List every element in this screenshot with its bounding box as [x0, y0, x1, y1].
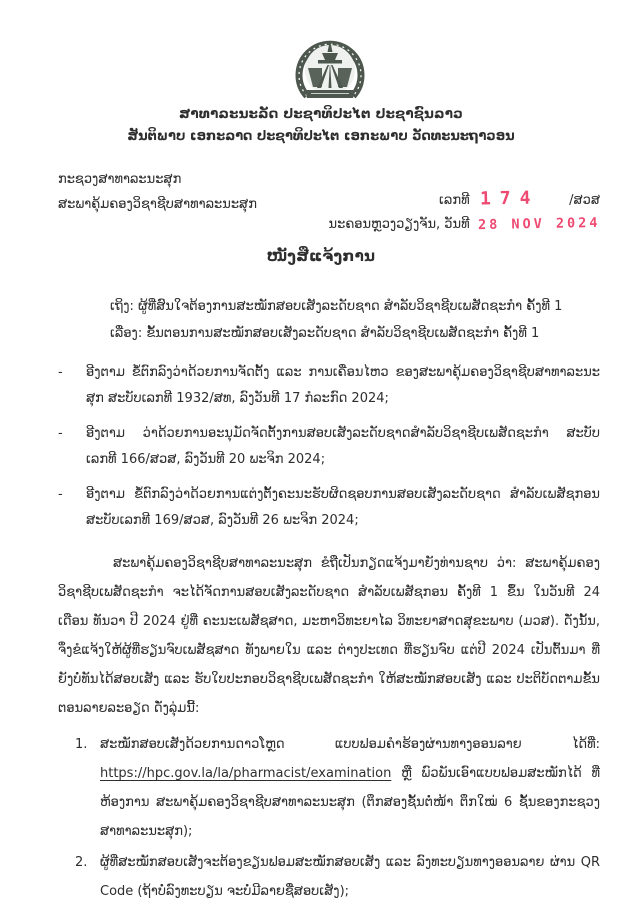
legal-reference-item: [58, 482, 600, 534]
dash-bullet: -: [58, 487, 63, 502]
subject-line: [110, 320, 600, 347]
announcement-paragraph: ສະພາຄຸ້ມຄອງວິຊາຊີບສາທາລະນະສຸກ ຂໍຖືເປັນກຽດແຈ້ງມາຍັງທ່ານຊາບ ວ່າ: ສະພາຄຸ້ມຄອງວິຊາຊີບເພສັດຊະກຳ ຈະໄດ້ຈັດການສອບເສັງລະດັບຊາດ ສຳລັບເພສັຊກອນ ຄັ້ງທີ 1 ຂຶ້ນ ໃນວັນທີ 24 ເດືອນ ທັນວາ ປີ 2024 ຢູ່ທີ່ ຄະນະເພສັຊສາດ, ມະຫາວິທະຍາໄລ ວິທະຍາສາດສຸຂະພາບ (ມວສ). ດັ່ງນັ້ນ, ຈຶ່ງຂໍແຈ້ງໃຫ້ຜູ້ທີ່ຮຽນຈົບເພສັຊສາດ ທັງພາຍໃນ ແລະ ຕ່າງປະເທດ ທີ່ຮຽນຈົບ ແຕ່ປີ 2024 ເປັນຕົ້ນມາ ທີ່ຍັງບໍ່ທັນໄດ້ສອບເສັງ ແລະ ຮັບໃບປະກອບວິຊາຊີບເພສັດຊະກຳ ໃຫ້ສະໝັກສອບເສັງ ແລະ ປະຕິບັດຕາມຂັ້ນຕອນລາຍລະອຽດ ດັ່ງລຸ່ມນີ້:: [58, 556, 600, 716]
legal-reference-text: ອີງຕາມ ຂໍ້ຕົກລົງວ່າດ້ວຍການແຕ່ງຕັ້ງຄະນະຮັບຜິດຊອບການສອບເສັງລະດັບຊາດ ສຳລັບເພສັຊກອນ ສະບັບເລກທີ 169/ສວສ, ລົງວັນທີ 26 ພະຈິກ 2024;: [86, 487, 600, 528]
legal-reference-text: ອີງຕາມ ຂໍ້ຕົກລົງວ່າດ້ວຍການຈັດຕັ້ງ ແລະ ການເຄື່ອນໄຫວ ຂອງສະພາຄຸ້ມຄອງວິຊາຊີບສາທາລະນະສຸກ ສະບັບເລກທີ 1932/ສທ, ລົງວັນທີ 17 ກໍລະກົດ 2024;: [86, 365, 600, 406]
council-name: ສະພາຄຸ້ມຄອງວິຊາຊີບສາທາລະນະສຸກ: [58, 197, 257, 212]
legal-reference-text: ອີງຕາມ ວ່າດ້ວຍການອະນຸມັດຈັດຕັ້ງການສອບເສັງລະດັບຊາດສຳລັບວິຊາຊີບເພສັດຊະກຳ ສະບັບເລກທີ 166/ສວສ, ລົງວັນທີ 20 ພະຈິກ 2024;: [86, 426, 600, 467]
step-item-1: [58, 730, 600, 846]
step-text: ສະໝັກສອບເສັງດ້ວຍການດາວໂຫຼດ ແບບຟອມຄຳຮ້ອງຜ່ານທາງອອນລາຍ ໄດ້ທີ່: https://hpc.gov.la/la/pharmacist/examination ຫຼື ພົວພັນເອົາແບບຟອມສະໝັກໄດ້ ທີ່ ຫ້ອງການ ສະພາຄຸ້ມຄອງວິຊາຊີບສາທາລະນະສຸກ (ຕຶກສອງຊັ້ນຕໍ່ໜ້າ ຕຶກໃໝ່ 6 ຊັ້ນຂອງກະຊວງສາທາລະນະສຸກ);: [100, 737, 600, 839]
step-number: 2.: [75, 855, 88, 870]
legal-reference-item: [58, 360, 600, 412]
date-stamp: 28 NOV 2024: [477, 214, 601, 234]
ref-number-suffix: /ສວສ: [569, 193, 600, 208]
subject-text: ຂັ້ນຕອນການສະໝັກສອບເສັງລະດັບຊາດ ສຳລັບວິຊາຊີບເພສັດຊະກຳ ຄັ້ງທີ 1: [146, 326, 540, 341]
steps-list: [58, 730, 600, 906]
step-number: 1.: [75, 737, 88, 752]
step-item-2: [58, 848, 600, 906]
country-name: ສາທາລະນະລັດ ປະຊາທິປະໄຕ ປະຊາຊົນລາວ: [179, 106, 463, 122]
reference-block: [329, 188, 600, 232]
ref-number-label: ເລກທີ: [439, 193, 470, 208]
document-body: [58, 293, 600, 908]
addressee-block: [110, 293, 600, 347]
place-date-line: [329, 216, 600, 232]
ref-number-stamp: 174: [479, 187, 540, 210]
issuer-block: [58, 167, 257, 217]
place-date-label: ນະຄອນຫຼວງວຽງຈັນ, ວັນທີ: [328, 217, 470, 232]
legal-references-list: [58, 360, 600, 534]
lao-national-emblem-icon: [291, 32, 369, 106]
subject-label: ເລື່ອງ:: [110, 326, 143, 341]
ministry-name: ກະຊວງສາທາລະນະສຸກ: [58, 172, 182, 187]
reference-number-line: [329, 188, 600, 209]
to-label: ເຖິງ:: [110, 299, 134, 314]
to-text: ຜູ້ທີ່ສົນໃຈຕ້ອງການສະໝັກສອບເສັງລະດັບຊາດ ສຳລັບວິຊາຊີບເພສັດຊະກຳ ຄັ້ງທີ 1: [138, 299, 563, 314]
dash-bullet: -: [58, 426, 63, 441]
step-text: ຜູ້ທີ່ສະໝັກສອບເສັງຈະຕ້ອງຂຽນຟອມສະໝັກສອບເສັງ ແລະ ລົງທະບຽນທາງອອນລາຍ ຜ່ານ QR Code (ຖ້າບໍ່ລົງທະບຽນ ຈະບໍ່ມີລາຍຊື່ສອບເສັງ);: [100, 855, 600, 899]
to-line: [110, 293, 600, 320]
document-title: ໜັງສືແຈ້ງການ: [266, 247, 376, 265]
legal-reference-item: [58, 421, 600, 473]
national-motto: ສັນຕິພາບ ເອກະລາດ ປະຊາທິປະໄຕ ເອກະພາບ ວັດທະນະຖາວອນ: [127, 129, 515, 144]
dash-bullet: -: [58, 365, 63, 380]
registration-url-link[interactable]: https://hpc.gov.la/la/pharmacist/examination: [100, 766, 392, 781]
